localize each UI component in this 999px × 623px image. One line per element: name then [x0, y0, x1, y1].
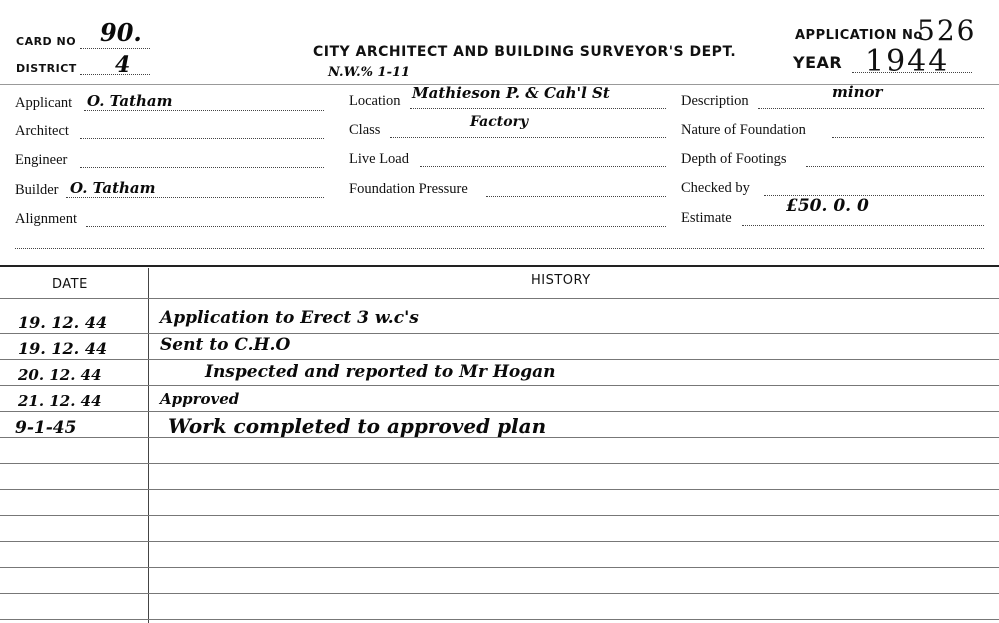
table-rule — [0, 298, 999, 299]
application-label: APPLICATION No — [795, 28, 923, 43]
field-location-value: Mathieson P. & Cah'l St — [412, 84, 610, 102]
date-column-divider — [148, 268, 149, 623]
field-foundation-pressure-line — [486, 196, 666, 197]
history-date: 21. 12. 44 — [18, 392, 102, 410]
field-estimate-label: Estimate — [681, 210, 732, 226]
history-text: Sent to C.H.O — [160, 335, 291, 355]
history-text: Approved — [160, 390, 240, 408]
field-engineer-label: Engineer — [15, 152, 68, 168]
table-rule — [0, 463, 999, 464]
history-header: HISTORY — [531, 273, 591, 288]
table-rule — [0, 515, 999, 516]
table-rule — [0, 619, 999, 620]
field-location-label: Location — [349, 93, 401, 109]
card-no-label: CARD NO — [16, 35, 77, 48]
location-note: N.W.% 1-11 — [328, 65, 411, 80]
field-builder-line — [66, 197, 324, 198]
field-description-line — [758, 108, 984, 109]
table-rule — [0, 541, 999, 542]
field-nature-foundation-label: Nature of Foundation — [681, 122, 806, 138]
table-rule — [0, 359, 999, 360]
history-text: Inspected and reported to Mr Hogan — [205, 362, 556, 382]
application-number: 526 — [917, 14, 977, 47]
field-applicant-label: Applicant — [15, 95, 73, 111]
field-estimate-value: £50. 0. 0 — [786, 196, 869, 216]
table-rule — [0, 385, 999, 386]
district-value: 4 — [115, 52, 131, 78]
card-no-line — [80, 48, 150, 49]
field-live-load-label: Live Load — [349, 151, 409, 167]
field-builder-value: O. Tatham — [70, 179, 156, 197]
field-applicant-value: O. Tatham — [87, 92, 173, 110]
field-engineer-line — [80, 167, 324, 168]
field-location-line — [410, 108, 666, 109]
table-rule — [0, 593, 999, 594]
field-applicant-line — [84, 110, 324, 111]
field-foundation-pressure-label: Foundation Pressure — [349, 181, 468, 197]
table-rule — [0, 411, 999, 412]
field-checked-by-label: Checked by — [681, 180, 750, 196]
field-class-line — [390, 137, 666, 138]
year-label: YEAR — [793, 53, 843, 72]
field-class-label: Class — [349, 122, 381, 138]
field-description-label: Description — [681, 93, 749, 109]
blank-line — [15, 248, 984, 249]
field-description-value: minor — [832, 83, 883, 101]
table-rule — [0, 489, 999, 490]
date-header: DATE — [52, 277, 88, 292]
table-rule — [0, 567, 999, 568]
history-date: 19. 12. 44 — [18, 313, 108, 332]
field-builder-label: Builder — [15, 182, 59, 198]
field-alignment-line — [86, 226, 666, 227]
field-nature-foundation-line — [832, 137, 984, 138]
history-date: 20. 12. 44 — [18, 366, 102, 384]
history-date: 9-1-45 — [15, 418, 77, 438]
history-top-rule — [0, 265, 999, 267]
field-depth-footings-label: Depth of Footings — [681, 151, 787, 167]
year-value: 1944 — [865, 44, 950, 79]
table-rule — [0, 333, 999, 334]
card-no-value: 90. — [100, 18, 142, 47]
dept-title: CITY ARCHITECT AND BUILDING SURVEYOR'S DEPT. — [313, 44, 737, 60]
field-depth-footings-line — [806, 166, 984, 167]
history-date: 19. 12. 44 — [18, 339, 108, 358]
field-class-value: Factory — [470, 114, 529, 130]
history-text: Application to Erect 3 w.c's — [160, 308, 419, 328]
field-estimate-line — [742, 225, 984, 226]
field-live-load-line — [420, 166, 666, 167]
history-text: Work completed to approved plan — [168, 414, 547, 438]
field-alignment-label: Alignment — [15, 211, 78, 227]
district-label: DISTRICT — [16, 62, 77, 75]
field-architect-label: Architect — [15, 123, 69, 139]
field-architect-line — [80, 138, 324, 139]
